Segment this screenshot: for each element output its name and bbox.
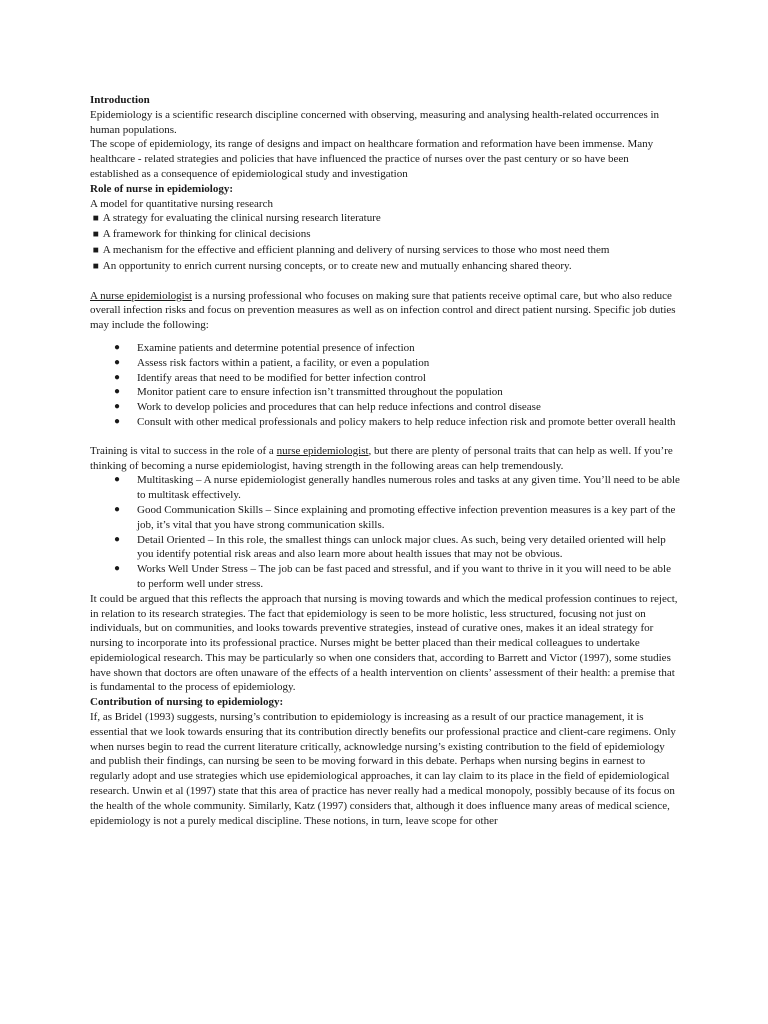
role-intro: A model for quantitative nursing research (90, 197, 273, 210)
duty-item: ● Identify areas that need to be modified for better infection control (114, 371, 426, 384)
training-paragraph: Training is vital to success in the role of a nurse epidemiologist, but there are plenty of personal traits that can help as well. If you’re thinking of becoming a nurse epidemiologist, having strength in the following areas can help tremendously. (90, 444, 673, 472)
square-bullet-icon: ■ (92, 229, 99, 241)
nurse-epidemiologist-link[interactable]: nurse epidemiologist (276, 444, 369, 457)
round-bullet-icon: ● (114, 533, 121, 545)
spacer (90, 275, 680, 289)
introduction-paragraph-1: Epidemiology is a scientific research discipline concerned with observing, measuring and analysing health-related occurrences in human populations. (90, 108, 660, 136)
square-bullet-icon: ■ (92, 244, 99, 256)
duty-item: ● Examine patients and determine potential presence of infection (114, 341, 415, 354)
round-bullet-icon: ● (114, 356, 121, 368)
spacer (90, 430, 680, 444)
round-bullet-icon: ● (114, 503, 121, 515)
round-bullet-icon: ● (114, 474, 121, 486)
contribution-paragraph: If, as Bridel (1993) suggests, nursing’s contribution to epidemiology is increasing as a result of our practice management, it is essential that we look towards ensuring that its contribution directly benefits our professional practice and client-care regimens. Only when nurses begin to read the current literature critically, acknowledge nursing’s existing contribution to the field of epidemiology and publish their findings, can nursing be seen to be moving forward in this debate. Perhaps when nursing begins in earnest to regularly adopt and use strategies which use epidemiological approaches, it can lay claim to its place in the field of epidemiological research. Unwin et al (1997) state that this area of practice has never really had a medical monopoly, possibly because of its focus on the health of the whole community. Similarly, Katz (1997) considers that, although it does influence many areas of medical science, epidemiology is not a purely medical discipline. These notions, in turn, leave scope for other (90, 711, 676, 827)
nurse-epidemiologist-paragraph: A nurse epidemiologist is a nursing professional who focuses on making sure that patients receive optimal care, but who also reduce overall infection risks and focus on prevention measures as well as on infection control and direct patient nursing. Specific job duties may include the following: (90, 289, 676, 332)
square-bullet-icon: ■ (92, 213, 99, 225)
role-list-item: ■ A mechanism for the effective and efficient planning and delivery of nursing services to those who most need them (92, 243, 610, 256)
duty-item: ● Work to develop policies and procedures that can help reduce infections and control disease (114, 401, 541, 414)
introduction-paragraph-2: The scope of epidemiology, its range of designs and impact on healthcare formation and reformation have been immense. Many healthcare - related strategies and policies that have influenced the practice of nurses over the past century or so have been established as a consequence of epidemiological study and investigation (90, 138, 654, 180)
duty-item: ● Monitor patient care to ensure infection isn’t transmitted throughout the population (114, 386, 503, 399)
argument-paragraph: It could be argued that this reflects the approach that nursing is moving towards and which the medical profession continues to reject, in relation to its research strategies. The fact that epidemiology is seen to be more holistic, less structured, focusing not just on individuals, but on communities, and looks towards preventive strategies, instead of curative ones, makes it an ideal strategy for nursing to incorporate into its professional practice. Nurses might be better placed than their medical colleagues to undertake epidemiological research. This may be particularly so when one considers that, according to Barrett and Victor (1997), some studies have shown that doctors are often unaware of the effects of a health intervention on clients’ assessment of their health: a premise that is fundamental to the process of epidemiology. (90, 592, 678, 694)
trait-item: ● Works Well Under Stress – The job can be fast paced and stressful, and if you want to thrive in it you will need to be able to perform well under stress. (114, 563, 671, 590)
trait-item: ● Multitasking – A nurse epidemiologist generally handles numerous roles and tasks at any given time. You’ll need to be able to multitask effectively. (114, 474, 680, 502)
role-list (90, 211, 680, 274)
duties-list (90, 341, 680, 430)
square-bullet-icon: ■ (92, 260, 99, 272)
duty-item: ● Assess risk factors within a patient, a facility, or even a population (114, 356, 430, 369)
role-list-item: ■ A strategy for evaluating the clinical nursing research literature (92, 212, 381, 225)
round-bullet-icon: ● (114, 563, 121, 575)
duty-item: ● Consult with other medical professionals and policy makers to help reduce infection risk and promote better overall health (114, 415, 676, 428)
document-page (90, 93, 680, 828)
round-bullet-icon: ● (114, 401, 121, 413)
trait-item: ● Good Communication Skills – Since explaining and promoting effective infection prevention measures is a key part of the job, it’s vital that you have strong communication skills. (114, 503, 676, 531)
introduction-heading: Introduction (90, 94, 150, 106)
role-list-item: ■ An opportunity to enrich current nursing concepts, or to create new and mutually enhancing shared theory. (92, 259, 572, 272)
round-bullet-icon: ● (114, 415, 121, 427)
spacer (90, 333, 680, 341)
round-bullet-icon: ● (114, 341, 121, 353)
role-list-item: ■ A framework for thinking for clinical decisions (92, 228, 311, 241)
traits-list (90, 473, 680, 591)
contribution-heading: Contribution of nursing to epidemiology: (90, 696, 284, 709)
role-heading: Role of nurse in epidemiology: (90, 182, 233, 195)
round-bullet-icon: ● (114, 371, 121, 383)
nurse-epidemiologist-term: A nurse epidemiologist (90, 289, 193, 302)
round-bullet-icon: ● (114, 386, 121, 398)
trait-item: ● Detail Oriented – In this role, the smallest things can unlock major clues. As such, being very detailed oriented will help you identify potential risk areas and also learn more about health issues that may not be obvious. (114, 533, 666, 561)
